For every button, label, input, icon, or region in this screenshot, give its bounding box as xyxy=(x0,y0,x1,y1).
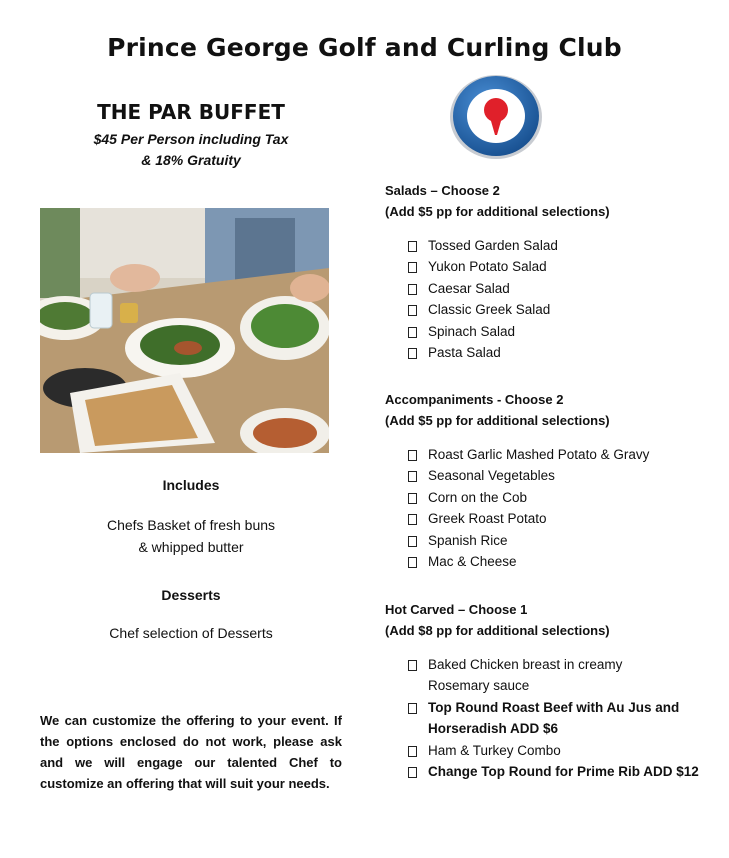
salads-note: (Add $5 pp for additional selections) xyxy=(385,204,610,219)
list-item[interactable]: Pasta Salad xyxy=(385,342,715,363)
hot-carved-heading: Hot Carved – Choose 1 xyxy=(385,602,528,617)
includes-text xyxy=(40,514,342,558)
includes-section xyxy=(40,477,342,558)
buffet-photo xyxy=(40,208,329,453)
salads-heading: Salads – Choose 2 xyxy=(385,183,500,198)
price-line-1: $45 Per Person including Tax xyxy=(93,131,289,147)
checkbox[interactable] xyxy=(408,493,417,504)
list-item[interactable]: Spanish Rice xyxy=(385,530,715,551)
hot-carved-note: (Add $8 pp for additional selections) xyxy=(385,623,610,638)
includes-line-2: & whipped butter xyxy=(138,539,244,555)
checkbox[interactable] xyxy=(408,241,417,252)
list-item[interactable]: Tossed Garden Salad xyxy=(385,235,715,256)
list-item[interactable]: Classic Greek Salad xyxy=(385,299,715,320)
page-title: Prince George Golf and Curling Club xyxy=(107,33,622,62)
checkbox[interactable] xyxy=(408,327,417,338)
list-item[interactable]: Corn on the Cob xyxy=(385,487,715,508)
accompaniments-heading: Accompaniments - Choose 2 xyxy=(385,392,564,407)
accompaniments-section xyxy=(385,389,715,572)
checkbox[interactable] xyxy=(408,536,417,547)
club-logo xyxy=(447,71,545,161)
desserts-heading: Desserts xyxy=(161,587,221,603)
checkbox[interactable] xyxy=(408,305,417,316)
checkbox[interactable] xyxy=(408,703,417,714)
list-item[interactable]: Greek Roast Potato xyxy=(385,508,715,529)
hot-carved-list xyxy=(385,654,715,782)
buffet-name: THE PAR BUFFET xyxy=(97,100,285,124)
desserts-section xyxy=(40,587,342,641)
customize-note: We can customize the offering to your event. If the options enclosed do not work, please ask and we will engage our talented Chef to customize an offering that will suit your needs. xyxy=(40,713,342,791)
checkbox[interactable] xyxy=(408,660,417,671)
checkbox[interactable] xyxy=(408,284,417,295)
includes-heading: Includes xyxy=(162,477,220,493)
salads-list xyxy=(385,235,715,363)
hot-carved-section xyxy=(385,599,715,782)
accompaniments-note: (Add $5 pp for additional selections) xyxy=(385,413,610,428)
checkbox[interactable] xyxy=(408,557,417,568)
includes-line-1: Chefs Basket of fresh buns xyxy=(106,517,276,533)
list-item[interactable]: Mac & Cheese xyxy=(385,551,715,572)
checkbox[interactable] xyxy=(408,262,417,273)
buffet-price xyxy=(40,129,342,171)
accompaniments-list xyxy=(385,444,715,572)
checkbox[interactable] xyxy=(408,746,417,757)
buffet-header xyxy=(40,100,342,171)
salads-section xyxy=(385,180,715,363)
list-item[interactable]: Roast Garlic Mashed Potato & Gravy xyxy=(385,444,715,465)
checkbox[interactable] xyxy=(408,767,417,778)
list-item[interactable]: Spinach Salad xyxy=(385,321,715,342)
price-line-2: & 18% Gratuity xyxy=(141,152,241,168)
list-item[interactable]: Top Round Roast Beef with Au Jus and Horseradish ADD $6 xyxy=(385,697,715,740)
list-item[interactable]: Seasonal Vegetables xyxy=(385,465,715,486)
checkbox[interactable] xyxy=(408,514,417,525)
checkbox[interactable] xyxy=(408,348,417,359)
list-item[interactable]: Change Top Round for Prime Rib ADD $12 xyxy=(385,761,715,782)
list-item[interactable]: Caesar Salad xyxy=(385,278,715,299)
checkbox[interactable] xyxy=(408,471,417,482)
desserts-text: Chef selection of Desserts xyxy=(109,625,273,641)
list-item[interactable]: Baked Chicken breast in creamy Rosemary sauce xyxy=(385,654,715,697)
checkbox[interactable] xyxy=(408,450,417,461)
list-item[interactable]: Ham & Turkey Combo xyxy=(385,740,715,761)
list-item[interactable]: Yukon Potato Salad xyxy=(385,256,715,277)
